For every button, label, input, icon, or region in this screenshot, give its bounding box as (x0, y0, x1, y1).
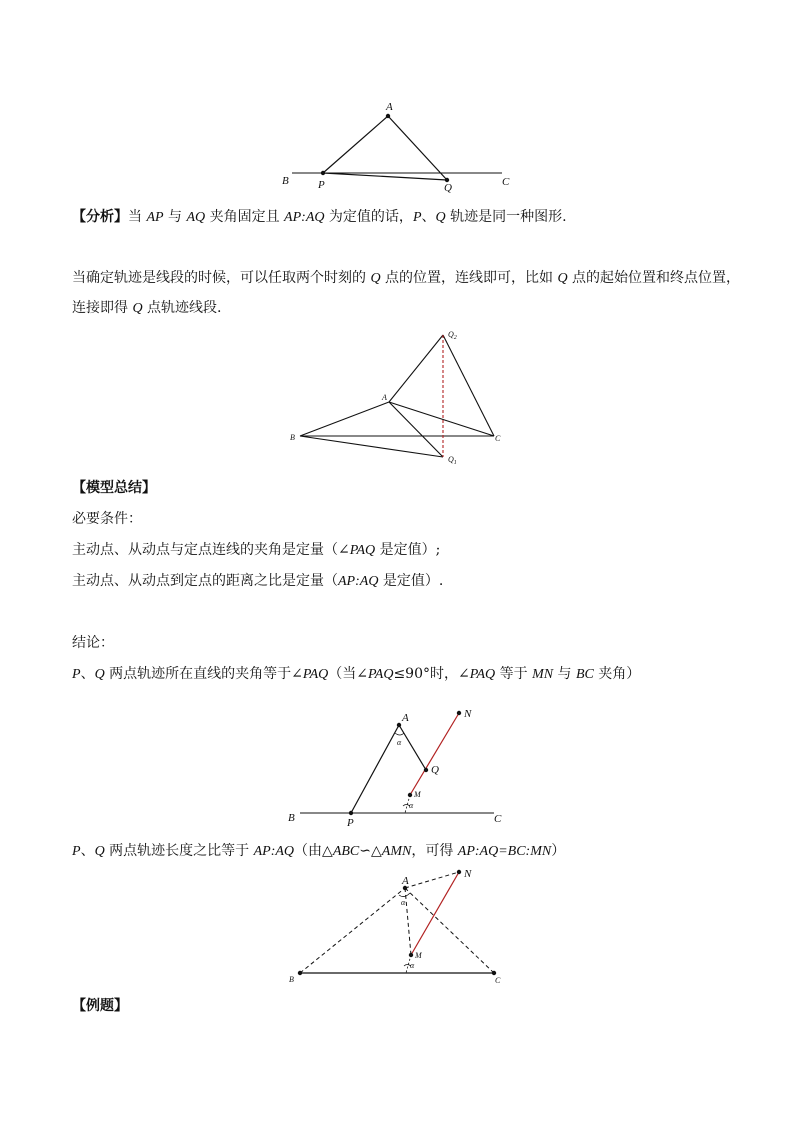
label-alpha-a: α (397, 738, 402, 747)
segment-paragraph-line1: 当确定轨迹是线段的时候，可以任取两个时刻的 Q 点的位置，连线即可，比如 Q 点的起始位置和终点位置， (72, 270, 741, 286)
label-q2: $Q_2$ (448, 330, 457, 341)
label-m: M (414, 790, 421, 799)
segment-bq1 (300, 436, 443, 457)
label-c: C (495, 976, 501, 985)
summary-heading: 【模型总结】 (72, 480, 156, 496)
angle-arc-a (395, 733, 404, 735)
label-q: Q (444, 182, 452, 194)
segment-aq (399, 725, 426, 770)
point-a (397, 723, 401, 727)
point-p (321, 171, 325, 175)
label-a: A (382, 393, 387, 402)
label-alpha-m: α (409, 801, 414, 810)
label-b: B (289, 975, 294, 984)
label-b: B (282, 175, 289, 187)
point-a (386, 114, 390, 118)
segment-ba (300, 402, 389, 436)
label-m: M (415, 951, 422, 960)
figure-q-segment (280, 325, 520, 470)
example-heading: 【例题】 (72, 998, 128, 1014)
point-c (492, 971, 496, 975)
segment-ap (351, 725, 399, 813)
label-p: P (347, 817, 354, 829)
condition-ratio: 主动点、从动点到定点的距离之比是定量（AP:AQ 是定值）. (72, 573, 444, 589)
label-b: B (288, 812, 295, 824)
label-c: C (495, 434, 501, 443)
point-q (424, 768, 428, 772)
label-q1: $Q_1$ (448, 455, 457, 466)
label-b: B (290, 433, 295, 442)
point-p (349, 811, 353, 815)
segment-ap (323, 116, 388, 173)
condition-angle: 主动点、从动点与定点连线的夹角是定量（∠PAQ 是定值）; (72, 542, 441, 558)
label-alpha-m: α (410, 961, 415, 970)
segment-paragraph-line2: 连接即得 Q 点轨迹线段. (72, 300, 222, 316)
segment-q2c (443, 335, 494, 436)
figure-triangle-apq (270, 95, 530, 195)
segment-ac-dashed (405, 888, 494, 973)
label-c: C (494, 813, 502, 825)
segment-aq2 (389, 335, 443, 402)
analysis-paragraph: 【分析】当 AP 与 AQ 夹角固定且 AP:AQ 为定值的话，P、Q 轨迹是同一种图形. (72, 209, 567, 225)
label-a: A (386, 101, 393, 113)
analysis-heading: 【分析】 (72, 209, 128, 225)
conclusion-angle-line: P、Q 两点轨迹所在直线的夹角等于∠PAQ（当∠PAQ≤90°时，∠PAQ 等于 MN 与 BC 夹角） (72, 666, 641, 682)
figure-angle-alpha (280, 700, 520, 832)
label-a: A (402, 712, 409, 724)
label-c: C (502, 176, 510, 188)
segment-am-dashed (405, 888, 411, 955)
point-m (408, 793, 412, 797)
label-n: N (464, 708, 472, 720)
segment-pq (323, 173, 447, 180)
segment-ac (389, 402, 494, 436)
conclusion-ratio-line: P、Q 两点轨迹长度之比等于 AP:AQ（由△ABC∽△AMN，可得 AP:AQ=BC:MN） (72, 843, 566, 859)
figure-similar-triangles (280, 862, 520, 990)
segment-aq (388, 116, 447, 180)
conclusion-label: 结论： (72, 635, 114, 651)
point-m (409, 953, 413, 957)
point-b (298, 971, 302, 975)
necessary-label: 必要条件： (72, 511, 142, 527)
trajectory-mn (410, 713, 459, 795)
label-p: P (318, 179, 325, 191)
segment-ab-dashed (300, 888, 405, 973)
point-n (457, 870, 461, 874)
point-n (457, 711, 461, 715)
label-n: N (464, 868, 472, 880)
label-q: Q (431, 764, 439, 776)
angle-arc-a (399, 893, 410, 897)
label-a: A (402, 875, 409, 887)
label-alpha-a: α (401, 898, 406, 907)
trajectory-mn (411, 872, 459, 955)
